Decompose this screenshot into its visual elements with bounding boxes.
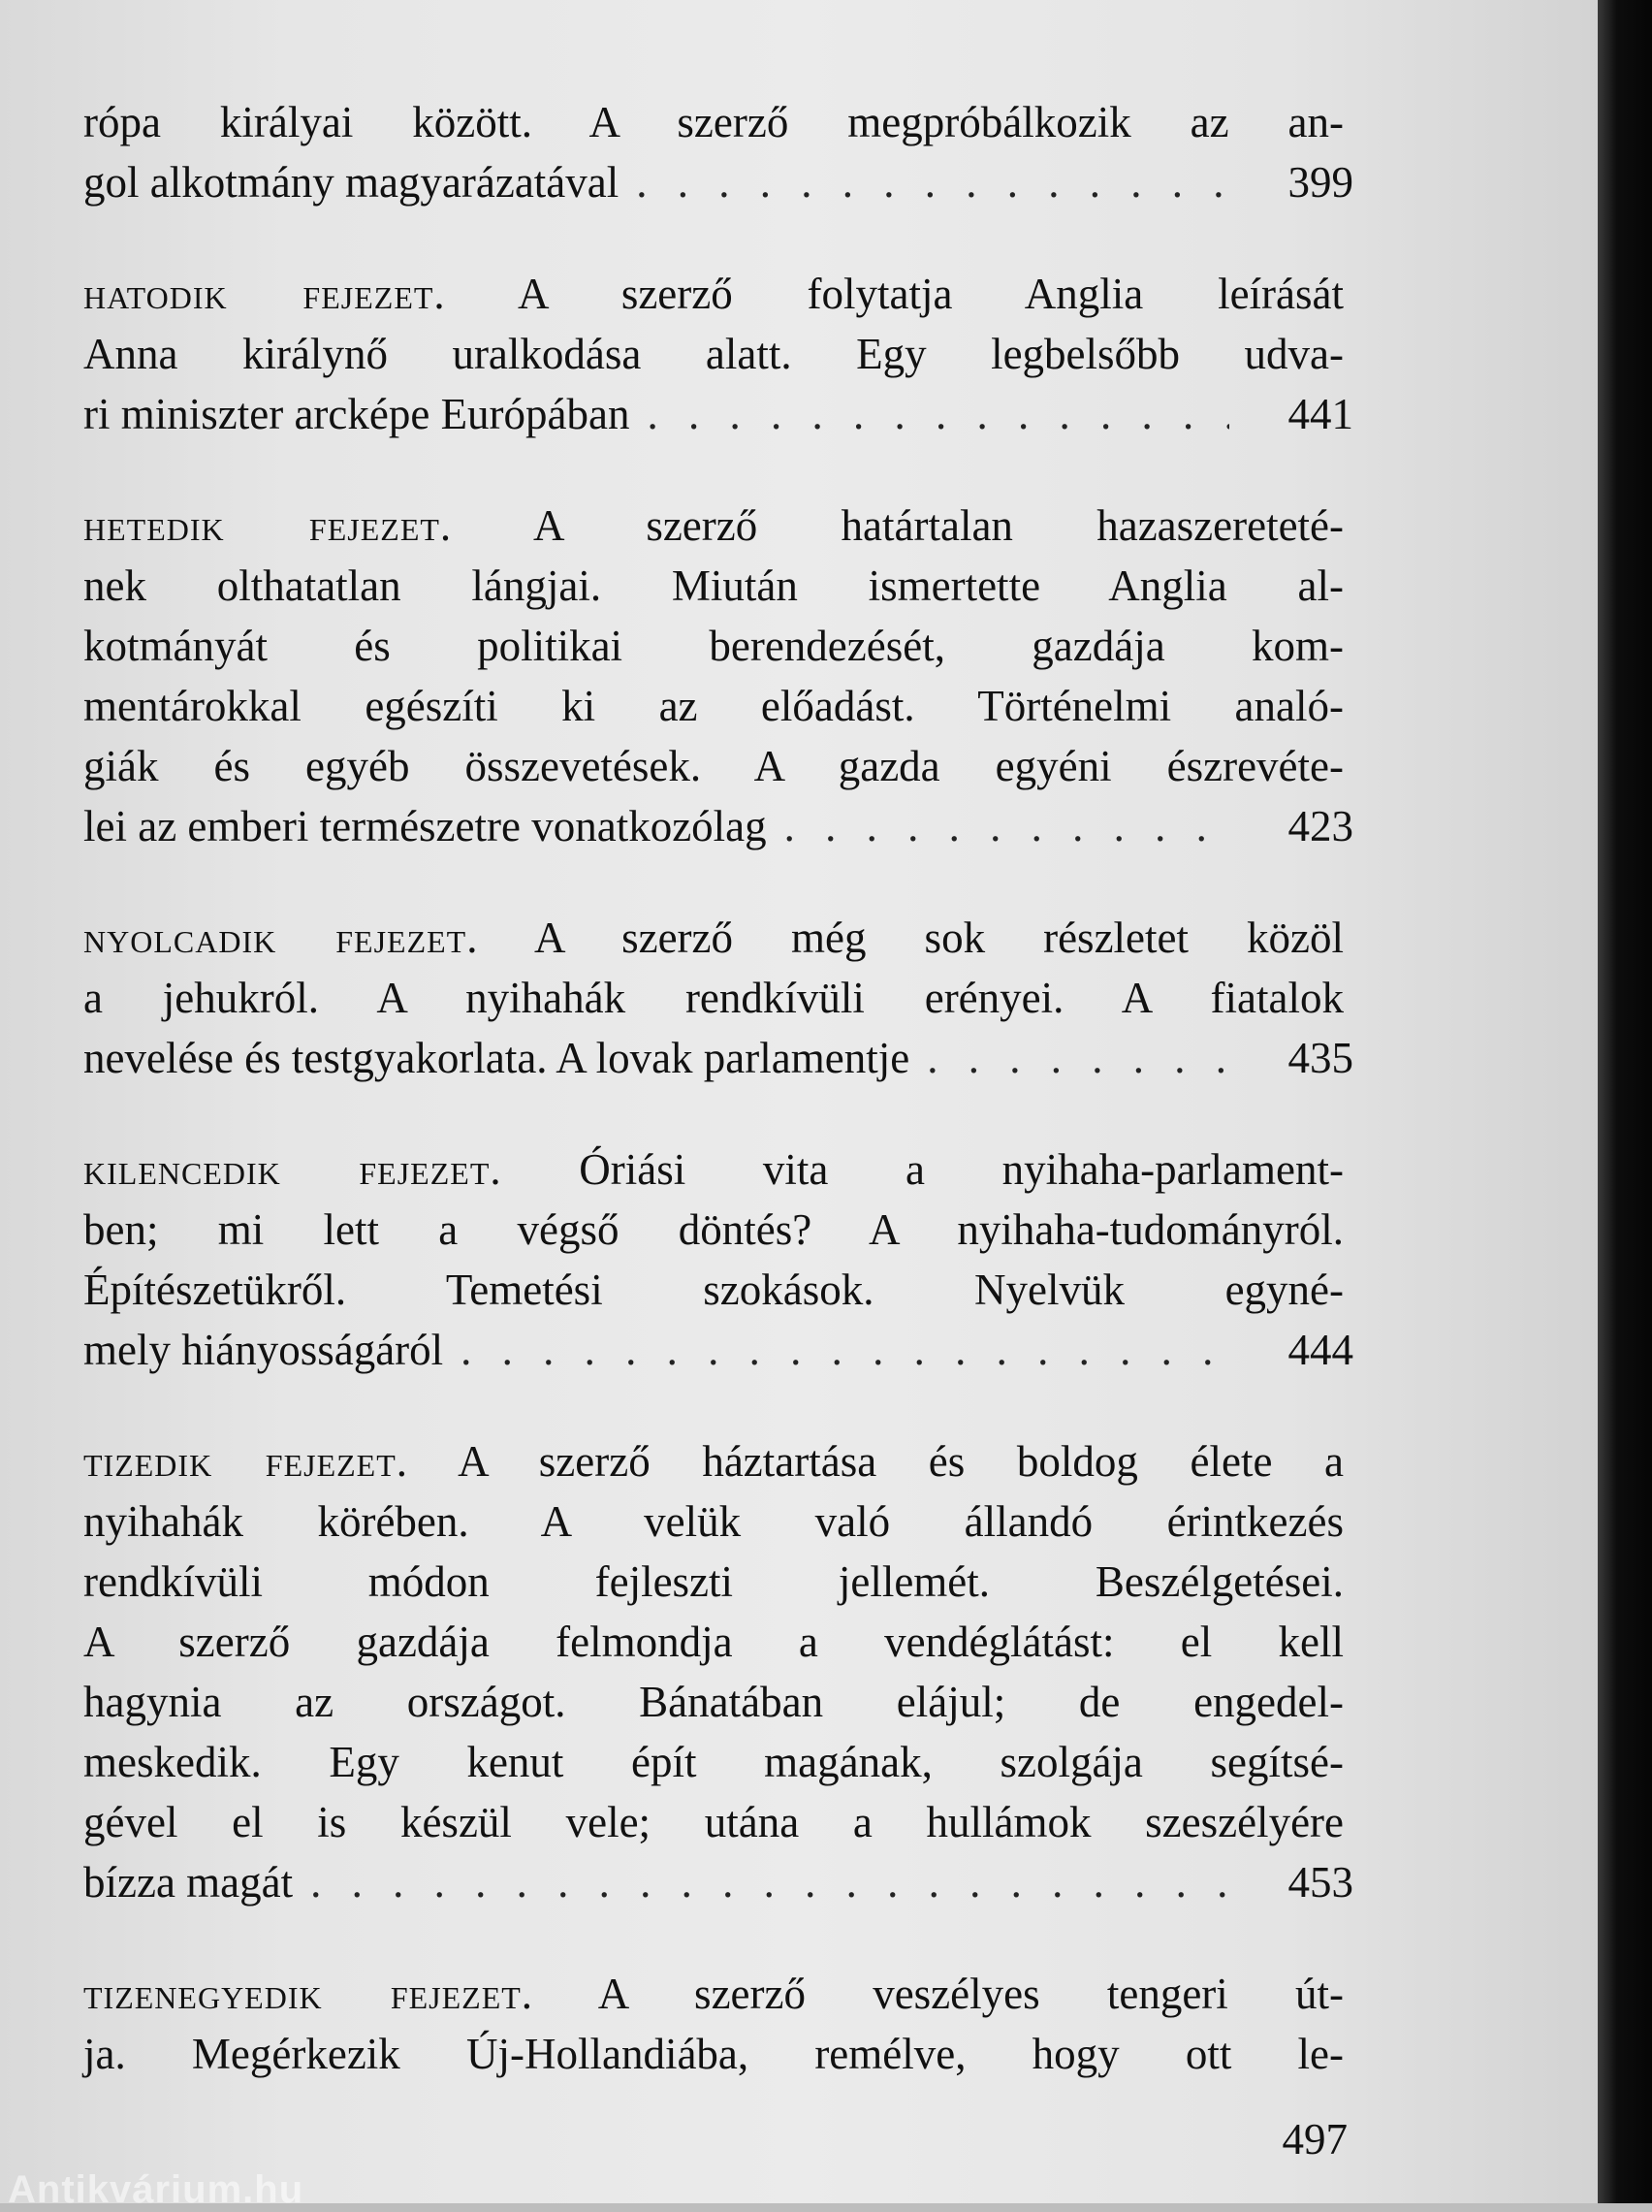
toc-line <box>83 1431 1344 1491</box>
toc-last-line <box>83 796 1353 856</box>
chapter-label: kilencedik fejezet. <box>83 1145 502 1194</box>
toc-line: gével el is készül vele; utána a hullámok szeszélyére <box>83 1798 1344 1846</box>
toc-page-number: 441 <box>1287 390 1353 438</box>
toc-line: ja. Megérkezik Új-Hollandiába, remélve, hogy ott le- <box>83 2030 1344 2078</box>
dot-leader <box>784 796 1229 856</box>
toc-line: Anna királynő uralkodása alatt. Egy legbelsőbb udva- <box>83 330 1344 378</box>
chapter-label: nyolcadik fejezet. <box>83 914 479 962</box>
toc-line: kotmányát és politikai berendezését, gazdája kom- <box>83 622 1344 670</box>
book-gutter <box>1598 0 1652 2203</box>
chapter-label: tizenegyedik fejezet. <box>83 1970 534 2018</box>
toc-line <box>83 908 1344 968</box>
dot-leader <box>927 1028 1229 1088</box>
toc-page-number: 453 <box>1287 1858 1353 1907</box>
toc-last-line <box>83 384 1353 444</box>
toc-entry <box>83 1139 1353 1380</box>
toc-line-text: Óriási vita a nyihaha-parlament- <box>501 1145 1344 1194</box>
chapter-label: hetedik fejezet. <box>83 501 453 550</box>
toc-entry <box>83 1964 1344 2084</box>
dot-leader <box>461 1320 1229 1380</box>
toc-line: nyihahák körében. A velük való állandó érintkezés <box>83 1497 1344 1546</box>
toc-entry <box>83 1431 1353 1912</box>
toc-line <box>83 1139 1344 1200</box>
toc-line-text: A szerző határtalan hazaszereteté- <box>452 501 1345 550</box>
toc-last-line <box>83 1028 1353 1088</box>
toc-line: A szerző gazdája felmondja a vendéglátást: el kell <box>83 1618 1344 1666</box>
toc-line-text: A szerző még sok részletet közöl <box>478 914 1345 962</box>
toc-line: a jehukról. A nyihahák rendkívüli erényei. A fiatalok <box>83 974 1344 1022</box>
toc-line: bízza magát <box>83 1858 294 1907</box>
toc-line: rendkívüli módon fejleszti jellemét. Beszélgetései. <box>83 1557 1344 1606</box>
dot-leader <box>636 152 1229 212</box>
toc-line: lei az emberi természetre vonatkozólag <box>83 802 767 850</box>
toc-line: rópa királyai között. A szerző megpróbálkozik az an- <box>83 98 1344 146</box>
toc-line: mely hiányosságáról <box>83 1326 444 1374</box>
toc-last-line <box>83 152 1353 212</box>
toc-page-number: 444 <box>1287 1326 1353 1374</box>
toc-line: giák és egyéb összevetések. A gazda egyéni észrevéte- <box>83 742 1344 790</box>
toc-entry <box>83 92 1353 212</box>
toc-page-number: 399 <box>1287 158 1353 207</box>
toc-line: ri miniszter arcképe Európában <box>83 390 630 438</box>
toc-last-line <box>83 1320 1353 1380</box>
toc-line-text: A szerző háztartása és boldog élete a <box>408 1437 1345 1486</box>
toc-entry <box>83 496 1353 856</box>
toc-line: ben; mi lett a végső döntés? A nyihaha-tudományról. <box>83 1205 1344 1254</box>
table-of-contents <box>83 92 1353 2135</box>
chapter-label: hatodik fejezet. <box>83 270 446 318</box>
toc-line-text: A szerző veszélyes tengeri út- <box>533 1970 1345 2018</box>
toc-line: Építészetükről. Temetési szokások. Nyelvük egyné- <box>83 1266 1344 1314</box>
toc-line: gol alkotmány magyarázatával <box>83 158 620 207</box>
toc-line-text: A szerző folytatja Anglia leírását <box>445 270 1345 318</box>
toc-entry <box>83 908 1353 1088</box>
dot-leader <box>310 1852 1229 1912</box>
toc-line: meskedik. Egy kenut épít magának, szolgája segítsé- <box>83 1738 1344 1786</box>
page-number: 497 <box>1282 2115 1348 2164</box>
chapter-label: tizedik fejezet. <box>83 1437 409 1486</box>
toc-line <box>83 264 1344 324</box>
toc-last-line <box>83 1852 1353 1912</box>
toc-line: nek olthatatlan lángjai. Miután ismertette Anglia al- <box>83 561 1344 610</box>
toc-entry <box>83 264 1353 444</box>
toc-line <box>83 1964 1344 2024</box>
toc-page-number: 435 <box>1287 1034 1353 1082</box>
dot-leader <box>648 384 1230 444</box>
toc-line: mentárokkal egészíti ki az előadást. Történelmi analó- <box>83 682 1344 730</box>
toc-line <box>83 496 1344 556</box>
toc-line: nevelése és testgyakorlata. A lovak parlamentje <box>83 1034 910 1082</box>
watermark-text: Antikvárium.hu <box>8 2168 304 2211</box>
toc-page-number: 423 <box>1287 802 1353 850</box>
toc-line: hagynia az országot. Bánatában elájul; de engedel- <box>83 1678 1344 1726</box>
